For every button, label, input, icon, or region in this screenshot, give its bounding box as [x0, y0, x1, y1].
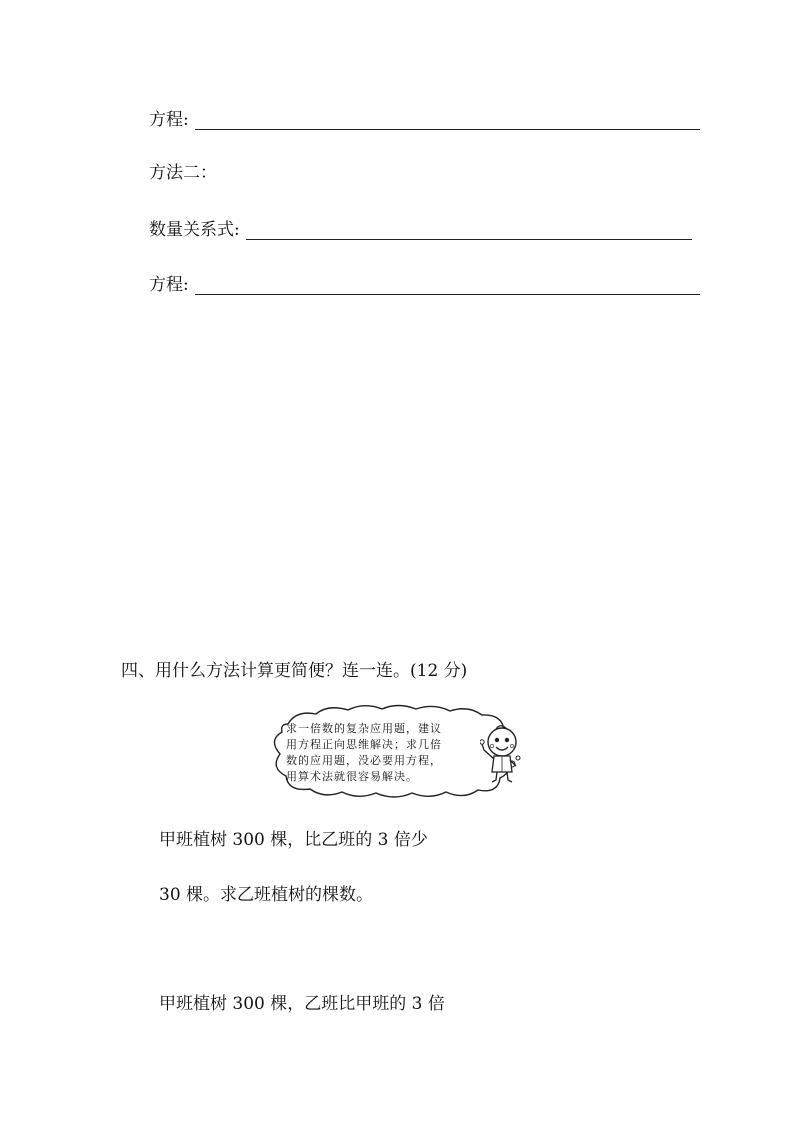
equation-label-2: 方程: — [149, 275, 189, 295]
equation-row-1 — [149, 102, 700, 130]
equation-label-1: 方程: — [149, 110, 189, 130]
tip-text — [286, 721, 488, 785]
tip-line-3: 数的应用题，没必要用方程， — [286, 754, 442, 767]
equation-row-2 — [149, 267, 700, 295]
equation-blank-2[interactable] — [195, 276, 700, 295]
tip-line-4: 用算术法就很容易解决。 — [286, 770, 418, 783]
quantity-relation-blank[interactable] — [246, 221, 692, 240]
problem-one-line-1: 甲班植树 300 棵，比乙班的 3 倍少 — [159, 830, 428, 850]
quantity-relation-label: 数量关系式: — [149, 220, 240, 240]
method-two-label: 方法二： — [149, 163, 217, 183]
problem-two-line-1: 甲班植树 300 棵，乙班比甲班的 3 倍 — [159, 994, 445, 1014]
tip-line-2: 用方程正向思维解决；求几倍 — [286, 738, 442, 751]
section-four-title: 四、用什么方法计算更简便？连一连。(12 分) — [121, 661, 468, 681]
cartoon-mascot-icon — [480, 722, 520, 784]
equation-blank-1[interactable] — [195, 111, 700, 130]
tip-line-1: 求一倍数的复杂应用题，建议 — [286, 722, 442, 735]
problem-one-line-2: 30 棵。求乙班植树的棵数。 — [159, 885, 374, 905]
quantity-relation-row — [149, 212, 692, 240]
